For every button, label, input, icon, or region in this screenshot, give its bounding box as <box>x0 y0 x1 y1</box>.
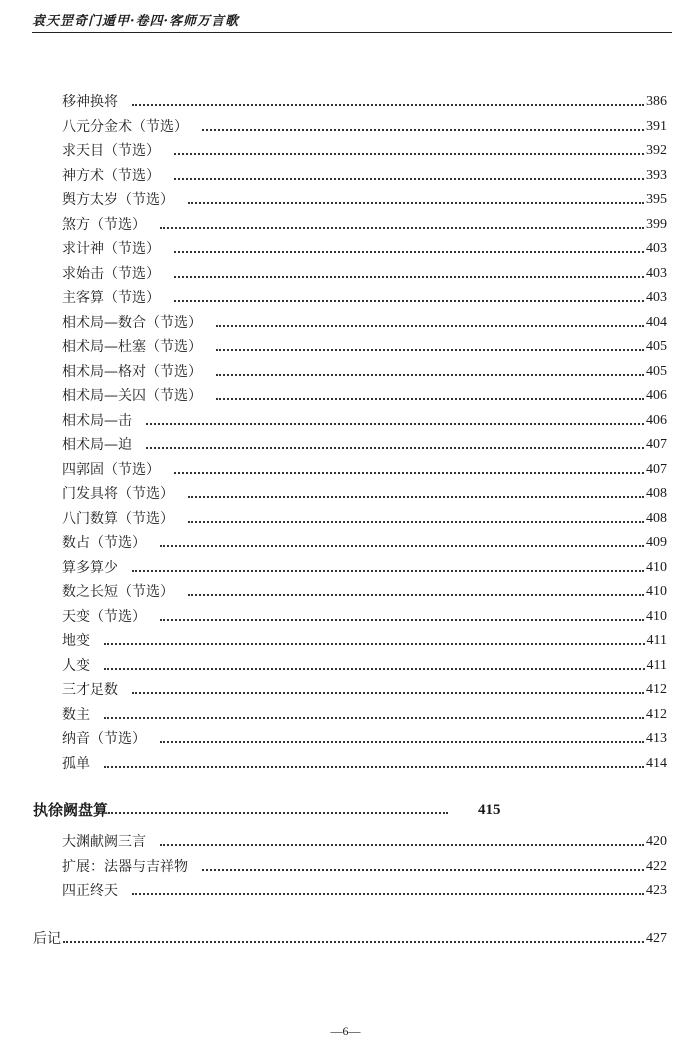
toc-entry-label: 神方术（节选） <box>62 167 160 184</box>
toc-entry-page: 410 <box>646 559 667 575</box>
toc-entry-page: 422 <box>646 859 667 874</box>
toc-entry[interactable] <box>62 237 667 259</box>
toc-entry-label: 相术局—击 <box>62 412 132 429</box>
toc-entry-label: 数占（节选） <box>62 535 146 551</box>
toc-entry-page: 412 <box>646 706 667 722</box>
toc-entry[interactable] <box>62 409 667 431</box>
toc-entry[interactable] <box>62 164 667 186</box>
toc-entry[interactable] <box>62 262 667 284</box>
toc-entry-label: 求天目（节选） <box>62 143 160 159</box>
dot-leader <box>174 300 644 302</box>
toc-entry-page: 408 <box>646 510 667 526</box>
toc-entry-page: 393 <box>646 167 667 183</box>
dot-leader <box>174 276 644 278</box>
toc-entry[interactable] <box>62 879 667 901</box>
toc-entry-page: 403 <box>646 241 667 256</box>
toc-entry-page: 392 <box>646 143 667 158</box>
toc-entry[interactable] <box>62 458 667 480</box>
toc-entry[interactable] <box>62 507 667 529</box>
header-rule <box>32 32 672 33</box>
toc-entry-label: 算多算少 <box>62 559 118 576</box>
toc-entry-page: 407 <box>646 437 667 452</box>
toc-entry-page: 406 <box>646 412 667 428</box>
dot-leader <box>104 766 644 768</box>
toc-entry-label: 纳音（节选） <box>62 731 146 747</box>
dot-leader <box>132 104 644 106</box>
dot-leader <box>146 423 644 425</box>
toc-entry-label: 相术局—格对（节选） <box>62 363 202 380</box>
dot-leader <box>216 325 644 327</box>
toc-entry-page: 407 <box>646 461 667 477</box>
toc-entry[interactable] <box>62 556 667 578</box>
dot-leader <box>160 619 644 621</box>
toc-entry[interactable] <box>62 531 667 553</box>
toc-entry[interactable] <box>62 188 667 210</box>
toc-section-label: 执徐阙盘算 <box>33 801 109 819</box>
dot-leader <box>202 129 644 131</box>
toc-entry-label: 求计神（节选） <box>62 241 160 257</box>
dot-leader <box>174 178 644 180</box>
toc-entry[interactable] <box>62 311 667 333</box>
toc-entry[interactable] <box>62 629 667 651</box>
toc-entry-page: 399 <box>646 216 667 232</box>
toc-entry[interactable] <box>62 580 667 602</box>
toc-entry-page: 410 <box>646 584 667 599</box>
dot-leader <box>132 692 644 694</box>
dot-leader <box>216 374 644 376</box>
toc-entry-page: 423 <box>646 883 667 898</box>
dot-leader <box>188 202 644 204</box>
toc-entry-label: 四正终天 <box>62 883 118 899</box>
toc-entry-label: 相术局—数合（节选） <box>62 314 202 331</box>
toc-entry-label: 求始击（节选） <box>62 265 160 282</box>
toc-entry[interactable] <box>62 482 667 504</box>
toc-afterword-label: 后记 <box>33 931 61 947</box>
toc-entry-page: 405 <box>646 363 667 379</box>
toc-afterword-page: 427 <box>646 931 667 946</box>
dot-leader <box>104 668 645 670</box>
toc-entry[interactable] <box>62 855 667 877</box>
toc-entry[interactable] <box>62 678 667 700</box>
dot-leader <box>160 741 644 743</box>
toc-entry-page: 406 <box>646 388 667 403</box>
toc-entry[interactable] <box>62 830 667 852</box>
dot-leader <box>132 893 644 895</box>
toc-entry[interactable] <box>62 115 667 137</box>
toc-entry-page: 403 <box>646 290 667 305</box>
dot-leader <box>174 472 644 474</box>
toc-entry-page: 395 <box>646 192 667 207</box>
toc-entry[interactable] <box>62 727 667 749</box>
toc-entry-label: 相术局—杜塞（节选） <box>62 339 202 355</box>
toc-entry-page: 411 <box>646 657 667 673</box>
dot-leader <box>188 594 644 596</box>
toc-entry-label: 八元分金术（节选） <box>62 118 188 135</box>
toc-entry[interactable] <box>62 360 667 382</box>
toc-entry-page: 413 <box>646 731 667 746</box>
toc-entry-page: 412 <box>646 682 667 697</box>
dot-leader <box>174 153 644 155</box>
toc-entry-label: 主客算（节选） <box>62 290 160 306</box>
dot-leader <box>160 844 644 846</box>
dot-leader <box>132 570 644 572</box>
toc-entry-label: 扩展：法器与吉祥物 <box>62 859 188 875</box>
toc-entry-label: 相术局—迫 <box>62 437 132 453</box>
dot-leader <box>174 251 644 253</box>
toc-entry-page: 403 <box>646 265 667 281</box>
toc-entry-label: 数之长短（节选） <box>62 584 174 600</box>
toc-entry-label: 煞方（节选） <box>62 216 146 233</box>
toc-entry[interactable] <box>62 605 667 627</box>
dot-leader <box>202 869 644 871</box>
dot-leader <box>108 812 448 814</box>
toc-afterword[interactable] <box>33 927 667 949</box>
toc-entry-label: 地变 <box>62 633 90 649</box>
toc-entry-page: 411 <box>646 633 667 648</box>
dot-leader <box>104 643 645 645</box>
toc-entry[interactable] <box>62 703 667 725</box>
dot-leader <box>188 496 644 498</box>
toc-entry-page: 409 <box>646 535 667 550</box>
toc-entry[interactable] <box>62 654 667 676</box>
toc-entry-page: 408 <box>646 486 667 501</box>
toc-entry-page: 410 <box>646 608 667 624</box>
toc-entry-label: 八门数算（节选） <box>62 510 174 527</box>
toc-entry[interactable] <box>62 752 667 774</box>
toc-entry-label: 数主 <box>62 706 90 723</box>
toc-entry-label: 舆方太岁（节选） <box>62 192 174 208</box>
toc-entry-label: 移神换将 <box>62 94 118 110</box>
toc-entry-page: 404 <box>646 314 667 330</box>
dot-leader <box>146 447 644 449</box>
dot-leader <box>188 521 644 523</box>
page-number: —6— <box>330 1024 361 1038</box>
toc-section[interactable] <box>33 798 667 820</box>
toc-entry-label: 天变（节选） <box>62 608 146 625</box>
dot-leader <box>63 941 644 943</box>
toc-entry-page: 386 <box>646 94 667 109</box>
running-header <box>32 8 672 36</box>
toc-entry[interactable] <box>62 433 667 455</box>
toc-entry[interactable] <box>62 384 667 406</box>
toc-entry-page: 391 <box>646 118 667 134</box>
toc-entry[interactable] <box>62 335 667 357</box>
toc-entry-label: 三才足数 <box>62 682 118 698</box>
toc-entry[interactable] <box>62 213 667 235</box>
dot-leader <box>104 717 644 719</box>
toc-entry-label: 门发具将（节选） <box>62 486 174 502</box>
dot-leader <box>216 398 644 400</box>
toc-section-page: 415 <box>478 802 501 818</box>
toc-entry[interactable] <box>62 139 667 161</box>
dot-leader <box>216 349 644 351</box>
toc-entry-label: 人变 <box>62 657 90 674</box>
toc-entry[interactable] <box>62 90 667 112</box>
toc-entry-page: 405 <box>646 339 667 354</box>
dot-leader <box>160 227 644 229</box>
toc-entry-label: 孤单 <box>62 755 90 772</box>
toc-entry-label: 大渊献阙三言 <box>62 834 146 850</box>
toc-entry-page: 420 <box>646 834 667 849</box>
toc-entry-label: 四郭固（节选） <box>62 461 160 478</box>
dot-leader <box>160 545 644 547</box>
toc-entry-label: 相术局—关囚（节选） <box>62 388 202 404</box>
toc-entry-page: 414 <box>646 755 667 771</box>
toc-entry[interactable] <box>62 286 667 308</box>
book-title: 袁天罡奇门遁甲·卷四·客师万言歌 <box>32 14 240 29</box>
